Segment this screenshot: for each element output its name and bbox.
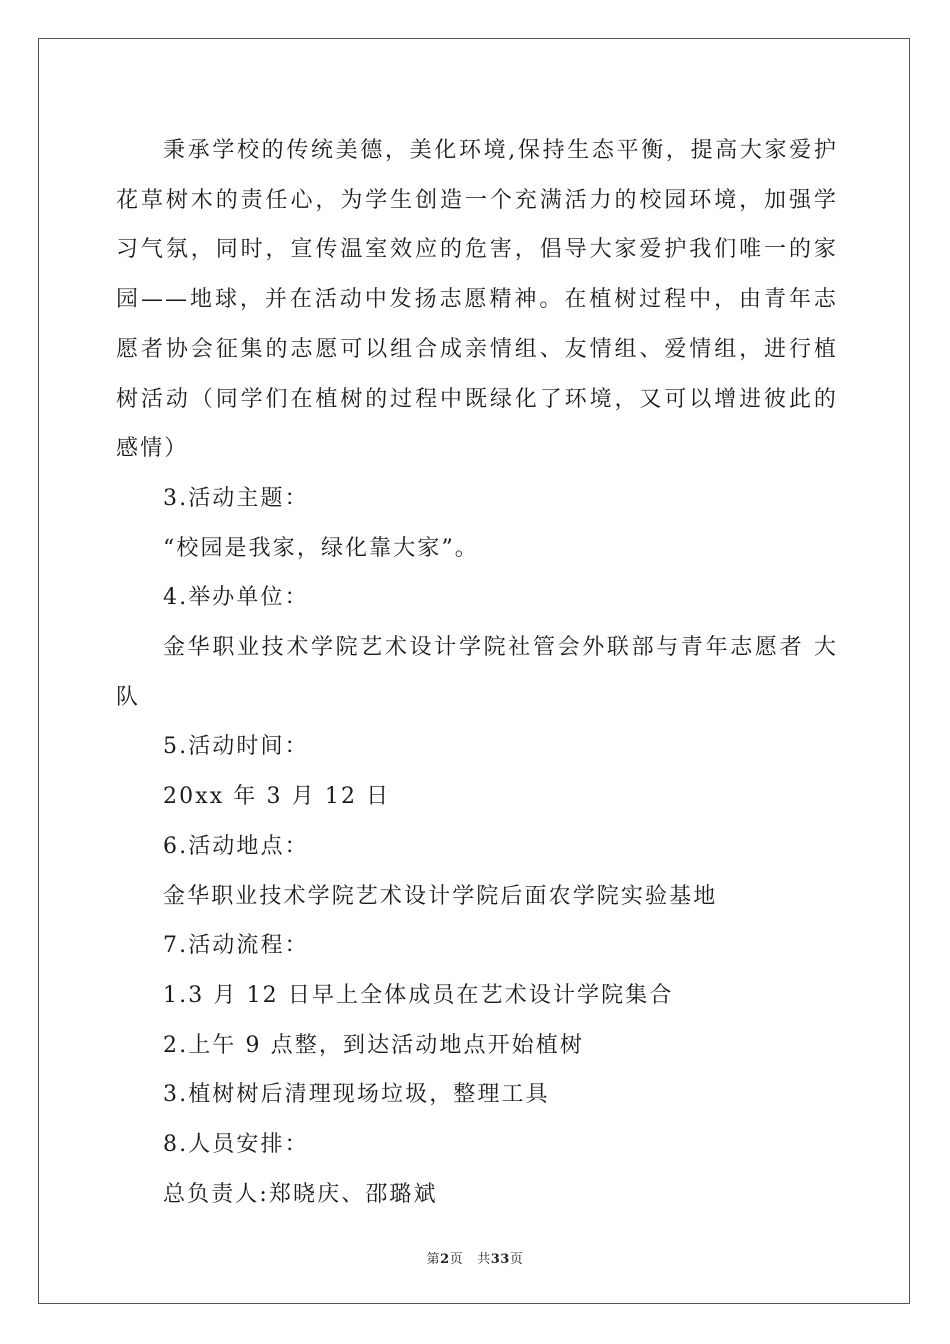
- footer-total-pages: 33: [490, 1252, 510, 1267]
- process-step-2: 2.上午 9 点整，到达活动地点开始植树: [163, 1032, 584, 1058]
- process-step-3: 3.植树树后清理现场垃圾，整理工具: [163, 1082, 550, 1108]
- section-heading-time: 5.活动时间：: [163, 734, 309, 760]
- footer-total-prefix: 共: [477, 1252, 491, 1267]
- intro-paragraph: 秉承学校的传统美德，美化环境,保持生态平衡，提高大家爱护花草树木的责任心，为学生创造一个充满活力的校园环境，加强学习气氛，同时，宣传温室效应的危害，倡导大家爱护我们唯一的家园——地球，并在活动中发扬志愿精神。在植树过程中，由青年志愿者协会征集的志愿可以组合成亲情组、友情组、爱情组，进行植树活动（同学们在植树的过程中既绿化了环境，又可以增进彼此的感情）: [116, 138, 838, 462]
- page-footer: [0, 1248, 950, 1267]
- organizer-text: 金华职业技术学院艺术设计学院社管会外联部与青年志愿者 大队: [116, 635, 838, 710]
- footer-page-number: 2: [440, 1252, 450, 1267]
- footer-total-suffix: 页: [509, 1252, 524, 1267]
- document-body: [116, 126, 838, 1219]
- section-heading-staff: 8.人员安排：: [163, 1132, 309, 1158]
- section-heading-process: 7.活动流程：: [163, 933, 309, 959]
- process-step-1: 1.3 月 12 日早上全体成员在艺术设计学院集合: [163, 982, 674, 1008]
- location-text: 金华职业技术学院艺术设计学院后面农学院实验基地: [163, 883, 718, 909]
- staff-text: 总负责人:郑晓庆、邵璐斌: [163, 1181, 438, 1207]
- footer-page-suffix: 页: [449, 1252, 464, 1267]
- section-heading-location: 6.活动地点：: [163, 833, 309, 859]
- section-heading-theme: 3.活动主题：: [163, 485, 309, 511]
- theme-text: “校园是我家，绿化靠大家”。: [163, 535, 479, 561]
- time-text: 20xx 年 3 月 12 日: [163, 784, 391, 810]
- section-heading-organizer: 4.举办单位：: [163, 585, 309, 611]
- footer-page-prefix: 第: [426, 1252, 441, 1267]
